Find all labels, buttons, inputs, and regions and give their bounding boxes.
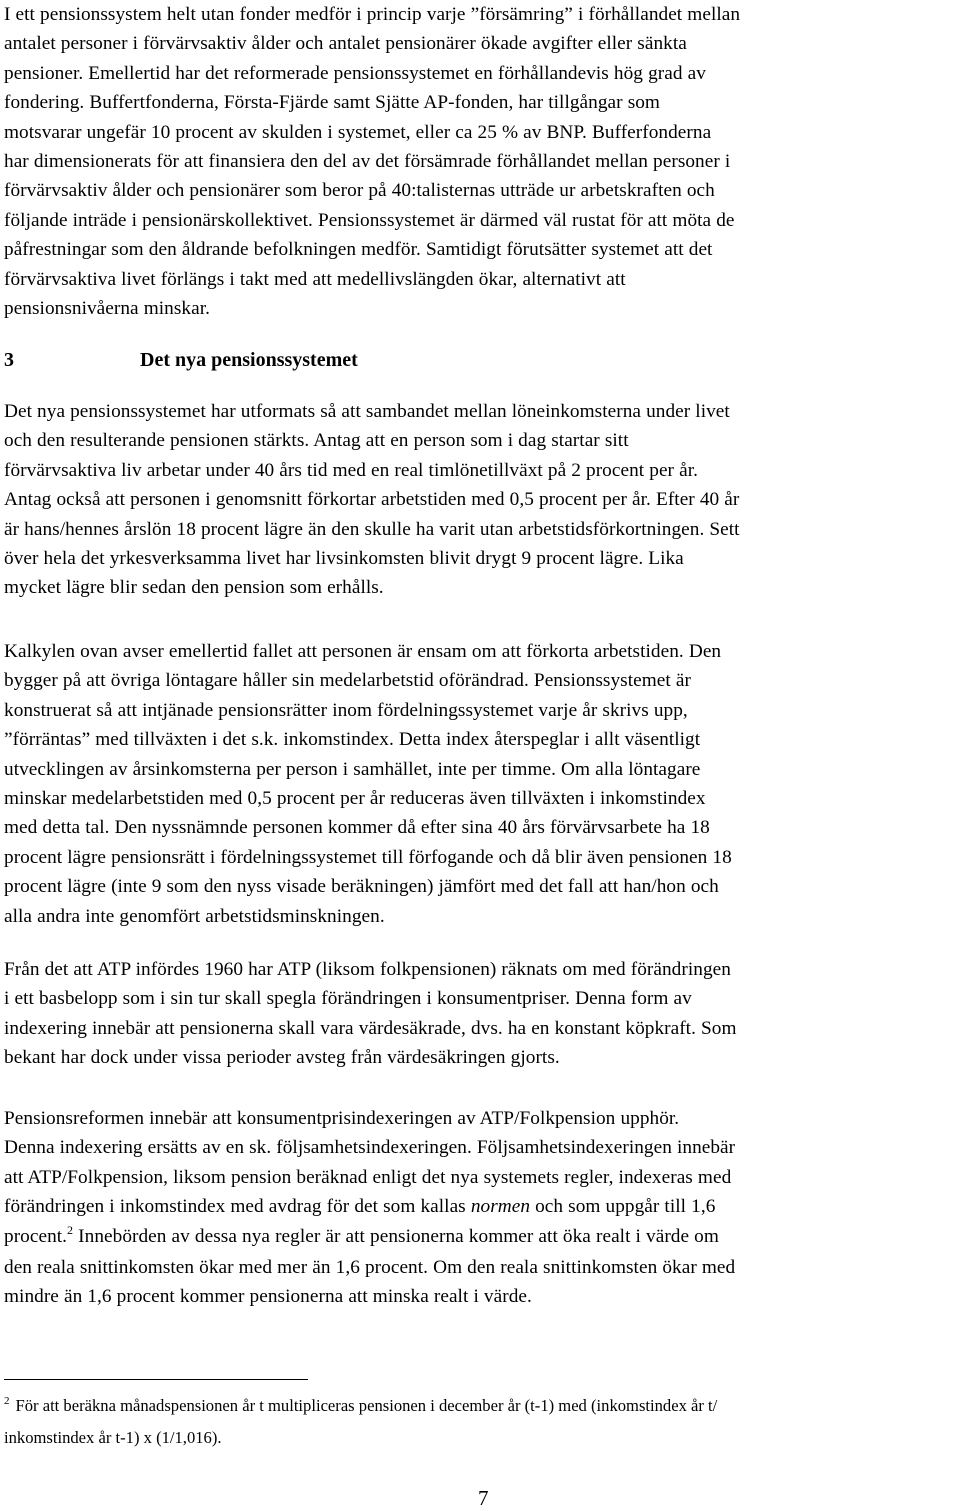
text-line: I ett pensionssystem helt utan fonder medför i princip varje ”försämring” i förhållandet mellan [4, 4, 741, 25]
footnote-text: För att beräkna månadspensionen år t multipliceras pensionen i december år (t-1) med (inkomstindex år t/ [15, 1396, 718, 1415]
section-heading [4, 345, 358, 375]
text-line: mycket lägre blir sedan den pension som erhålls. [4, 577, 384, 599]
paragraph-funding [4, 0, 740, 323]
text-line: följande inträde i pensionärskollektivet. Pensionssystemet är därmed väl rustat för att möta de [4, 209, 735, 231]
text-line: att ATP/Folkpension, liksom pension beräknad enligt det nya systemets regler, indexeras med [4, 1166, 732, 1188]
footnote-line: inkomstindex år t-1) x (1/1,016). [4, 1428, 222, 1447]
text-line: konstruerat så att intjänade pensionsrätter inom fördelningssystemet varje år skrivs upp, [4, 699, 688, 721]
text-line: över hela det yrkesverksamma livet har livsinkomsten blivit drygt 9 procent lägre. Lika [4, 548, 684, 570]
text-line [4, 1192, 735, 1221]
paragraph-new-system [4, 397, 740, 603]
text-line: Antag också att personen i genomsnitt förkortar arbetstiden med 0,5 procent per år. Efter 40 år [4, 489, 740, 511]
text-line: pensioner. Emellertid har det reformerade pensionssystemet en förhållandevis hög grad av [4, 62, 706, 84]
text-line: Från det att ATP infördes 1960 har ATP (liksom folkpensionen) räknats om med förändringen [4, 959, 731, 980]
text-line: motsvarar ungefär 10 procent av skulden i systemet, eller ca 25 % av BNP. Bufferfonderna [4, 121, 712, 143]
text-line: indexering innebär att pensionerna skall vara värdesäkrade, dvs. ha en konstant köpkraft. Som [4, 1017, 737, 1039]
footnote-marker: 2 [4, 1395, 10, 1407]
footnote-divider [4, 1379, 308, 1380]
text-line: förvärvsaktiva liv arbetar under 40 års tid med en real timlönetillväxt på 2 procent per år. [4, 459, 698, 481]
text-segment: och som uppgår till 1,6 [530, 1196, 716, 1218]
text-segment: förändringen i inkomstindex med avdrag för det som kallas [4, 1196, 471, 1218]
text-line: ”förräntas” med tillväxten i det s.k. inkomstindex. Detta index återspeglar i allt väsentligt [4, 729, 701, 751]
text-line: den reala snittinkomsten ökar med mer än 1,6 procent. Om den reala snittinkomsten ökar med [4, 1257, 736, 1279]
text-line: pensionsnivåerna minskar. [4, 298, 211, 320]
paragraph-calculation [4, 637, 732, 931]
text-line: mindre än 1,6 procent kommer pensionerna att minska realt i värde. [4, 1286, 532, 1308]
text-line: är hans/hennes årslön 18 procent lägre än den skulle ha varit utan arbetstidsförkortningen. Sett [4, 518, 740, 540]
section-title: Det nya pensionssystemet [140, 349, 358, 371]
text-line: bygger på att övriga löntagare håller sin medelarbetstid oförändrad. Pensionssystemet är [4, 670, 691, 692]
text-line: alla andra inte genomfört arbetstidsminskningen. [4, 905, 385, 927]
text-line: utvecklingen av årsinkomsterna per person i samhället, inte per timme. Om alla löntagare [4, 758, 701, 780]
text-line: minskar medelarbetstiden med 0,5 procent per år reduceras även tillväxten i inkomstindex [4, 788, 706, 810]
text-line: förvärvsaktiva livet förlängs i takt med att medellivslängden ökar, alternativt att [4, 268, 626, 290]
footnote-line [4, 1391, 717, 1423]
text-segment: Innebörden av dessa nya regler är att pensionerna kommer att öka realt i värde om [73, 1225, 719, 1247]
text-line [4, 1222, 735, 1253]
text-segment: procent. [4, 1225, 68, 1247]
text-line: procent lägre (inte 9 som den nyss visade beräkningen) jämfört med det fall att han/hon och [4, 876, 719, 898]
text-line: påfrestningar som den åldrande befolkningen medför. Samtidigt förutsätter systemet att det [4, 239, 713, 261]
emphasized-term: normen [470, 1196, 531, 1218]
text-line: Pensionsreformen innebär att konsumentprisindexeringen av ATP/Folkpension upphör. [4, 1108, 680, 1129]
footnote [4, 1391, 717, 1452]
text-line: och den resulterande pensionen stärkts. Antag att en person som i dag startar sitt [4, 430, 629, 452]
paragraph-atp-history [4, 955, 737, 1073]
text-line: med detta tal. Den nyssnämnde personen kommer då efter sina 40 års förvärvsarbete ha 18 [4, 817, 710, 839]
text-line: bekant har dock under vissa perioder avsteg från värdesäkringen gjorts. [4, 1047, 560, 1069]
text-line: har dimensionerats för att finansiera den del av det försämrade förhållandet mellan personer i [4, 151, 731, 173]
paragraph-reform-indexing [4, 1104, 735, 1312]
text-line: antalet personer i förvärvsaktiv ålder och antalet pensionärer ökade avgifter eller sänkta [4, 33, 687, 55]
page-number: 7 [478, 1486, 489, 1510]
text-line: förvärvsaktiv ålder och pensionärer som beror på 40:talisternas utträde ur arbetskraften och [4, 180, 715, 202]
text-line: Det nya pensionssystemet har utformats så att sambandet mellan löneinkomsterna under livet [4, 401, 730, 422]
text-line: procent lägre pensionsrätt i fördelningssystemet till förfogande och då blir även pensionen 18 [4, 846, 732, 868]
footnote-reference[interactable]: 2 [67, 1222, 74, 1237]
text-line: Kalkylen ovan avser emellertid fallet att personen är ensam om att förkorta arbetstiden. Den [4, 641, 722, 662]
text-line: fondering. Buffertfonderna, Första-Fjärde samt Sjätte AP-fonden, har tillgångar som [4, 92, 660, 114]
section-number: 3 [4, 349, 14, 371]
text-line: i ett basbelopp som i sin tur skall spegla förändringen i konsumentpriser. Denna form av [4, 988, 692, 1010]
text-line: Denna indexering ersätts av en sk. följsamhetsindexeringen. Följsamhetsindexeringen innebär [4, 1137, 736, 1159]
